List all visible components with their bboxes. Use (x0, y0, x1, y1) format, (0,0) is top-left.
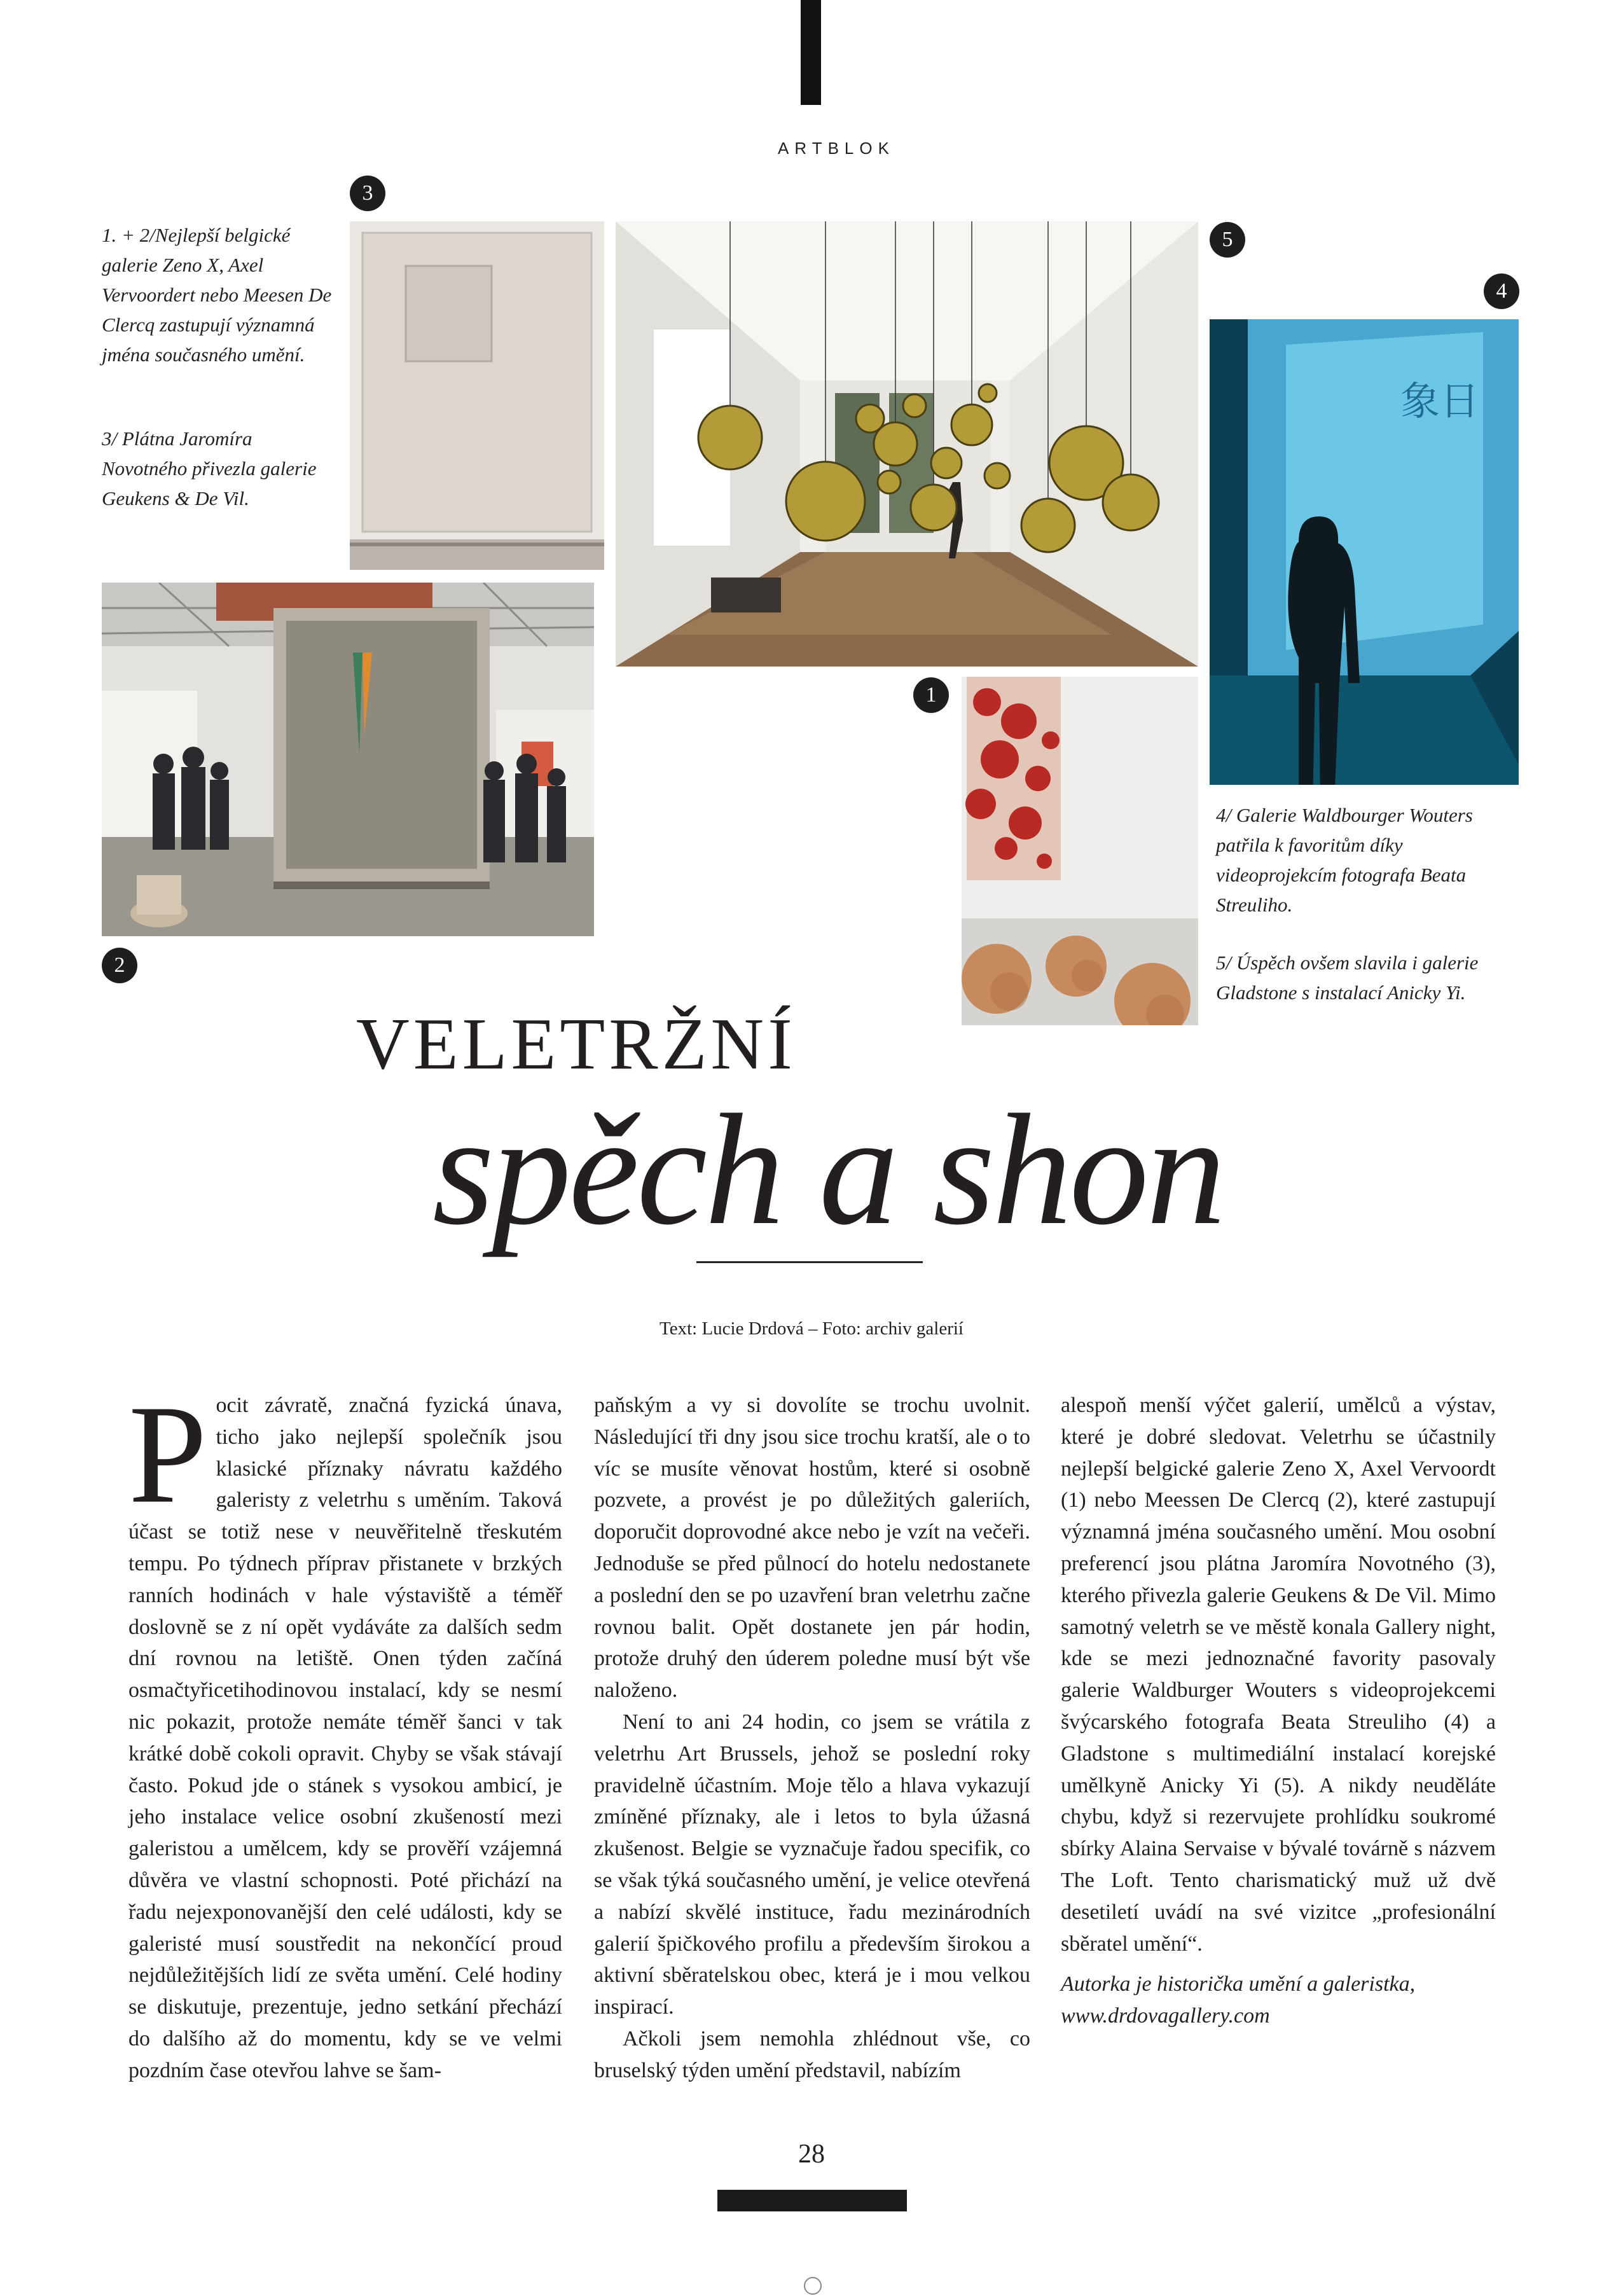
headline-script: spěch a shon (432, 1082, 1224, 1258)
paragraph: ocit závratě, značná fyzická únava, ticho jako nejlepší společník jsou klasické příznaky návratu každého galeristy z veletrhu s uměním. Taková účast se totiž nese v neuvěřitelně třeskutém tempu. Po týdnech příprav přistanete v brzkých ranních hodinách v hale výstaviště a téměř doslovně se z ní opět vydáváte za dalších sedm dní rovnou na letiště. Onen týden začíná osmačtyřicetihodinovou instalací, kdy se nesmí nic pokazit, protože nemáte téměř šanci v tak krátké době cokoli opravit. Chyby se však stávají často. Pokud jde o stánek s vysokou ambicí, je jeho instalace velice osobní zkušeností mezi galeristou a umělcem, kdy se prověří vzájemná důvěra ve vlastní schopnosti. Poté přichází na řadu nejexponovanější den celé události, kdy se galeristé musí soustředit na nekončící proud nejdůležitějších lidí ze světa umění. Celé hodiny se diskutuje, prezentuje, jedno setkání přechází do dalšího až do momentu, kdy se ve velmi pozdním čase otevřou lahve se šam- (128, 1394, 562, 2082)
photo-number-badge: 2 (102, 948, 137, 983)
section-label: ARTBLOK (778, 139, 895, 158)
paragraph: Není to ani 24 hodin, co jsem se vrátila z veletrhu Art Brussels, jehož se poslední roky pravidelně účastním. Moje tělo a hlava vykazují zmíněné příznaky, ale i letos to byla úžasná zkušenost. Belgie se vyznačuje řadou specifik, co se však týká současného umění, je velice otevřená a nabízí skvělé instituce, řadu mezinárodních galerií špičkového profilu a především širokou a aktivní sběratelskou obec, která je i mou velkou inspirací. (594, 1710, 1030, 2019)
author-website: www.drdovagallery.com (1061, 2004, 1270, 2028)
photo-number-badge: 1 (913, 677, 949, 713)
body-column-2 (594, 1390, 1030, 2087)
headline-top: VELETRŽNÍ (356, 1004, 796, 1085)
paragraph: Ačkoli jsem nemohla zhlédnout vše, co bruselský týden umění představil, nabízím (594, 2026, 1030, 2082)
photo-number-badge: 5 (1210, 222, 1245, 258)
registration-mark-icon (804, 2277, 822, 2295)
paragraph: alespoň menší výčet galerií, umělců a výstav, které je dobré sledovat. Veletrhu se účastnily nejlepší belgické galerie Zeno X, Axel Vervoordt (1) nebo Meessen De Clercq (2), které zastupují významná jména současného umění. Mou osobní preferencí jsou plátna Jaromíra Novotného (3), kterého přivezla galerie Geukens & De Vil. Mimo samotný veletrh se ve městě konala Gallery night, kde se mezi jednoznačné favority pasovaly galerie Waldburger Wouters s videoprojekcemi švýcarského fotografa Beata Streuliho (4) a Gladstone s multimediální instalací korejské umělkyně Anicky Yi (5). A nikdy neuděláte chybu, když si rezervujete prohlídku soukromé sbírky Alaina Servaise v bývalé továrně s názvem The Loft. Tento charismatický muž už dvě desetiletí uvádí na své vizitce „profesionální sběratel umění“. (1061, 1394, 1496, 1956)
caption-photos-1-2: 1. + 2/Nejlepší belgické galerie Zeno X, Axel Vervoordert nebo Meesen De Clercq zastupují významná jména současného umění. (102, 224, 332, 366)
drop-cap: P (128, 1376, 207, 1533)
photo-red-canvas-spheres (962, 677, 1198, 1025)
body-column-1 (128, 1376, 562, 2087)
svg-text:象日: 象日 (1400, 378, 1480, 424)
credit-line: Text: Lucie Drdová – Foto: archiv galerií (660, 1318, 963, 1339)
caption-photo-4: 4/ Galerie Waldbourger Wouters patřila k favoritům díky videoprojekcím fotografa Beata Streuliho. (1216, 804, 1473, 916)
author-note: Autorka je historička umění a galeristka, (1061, 1972, 1416, 1996)
photo-art-fair-hall (102, 583, 594, 936)
caption-photo-3: 3/ Plátna Jaromíra Novotného přivezla galerie Geukens & De Vil. (102, 427, 317, 509)
paragraph: paňským a vy si dovolíte se trochu uvolnit. Následující tři dny jsou sice trochu kratší, ale o to víc se musíte věnovat hostům, které si osobně pozvete, a provést je po důležitých galeriích, doporučit doprovodné akce nebo je vzít na večeři. Jednoduše se před půlnocí do hotelu nedostanete a poslední den se po uzavření bran veletrhu začne rovnou balit. Opět dostanete jen pár hodin, protože druhý den úderem poledne musí být vše naloženo. (594, 1394, 1030, 1703)
photo-canvas-novotny (350, 221, 604, 570)
photo-lantern-installation (616, 221, 1198, 667)
page-number: 28 (798, 2140, 825, 2169)
top-rule (801, 0, 821, 105)
body-column-3 (1061, 1390, 1496, 2032)
headline-rule (696, 1261, 923, 1263)
bottom-bar (717, 2190, 907, 2211)
photo-video-projection (1210, 319, 1519, 785)
caption-photo-5: 5/ Úspěch ovšem slavila i galerie Gladstone s instalací Anicky Yi. (1216, 951, 1479, 1004)
photo-number-badge: 4 (1484, 273, 1519, 309)
photo-number-badge: 3 (350, 176, 385, 211)
